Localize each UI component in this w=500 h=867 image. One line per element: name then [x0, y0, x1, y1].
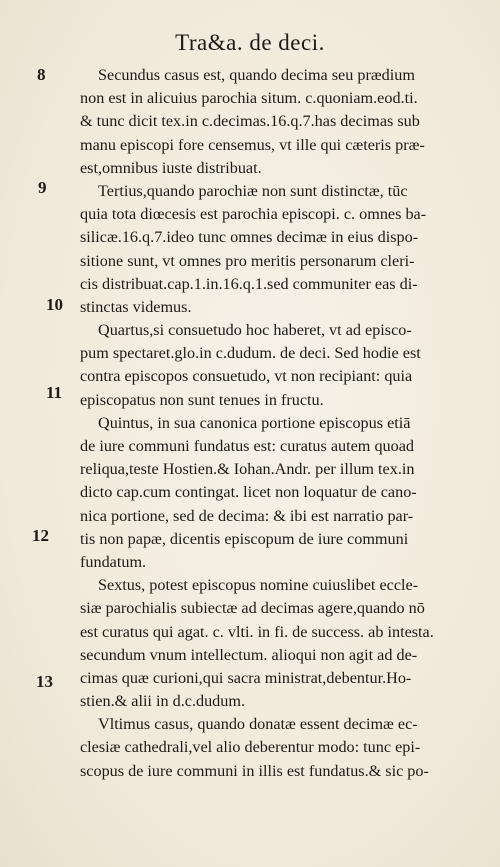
- margin-number-10: 10: [46, 295, 63, 314]
- text-line: Tertius,quando parochiæ non sunt distinctæ, tūc: [98, 181, 408, 200]
- text-line: est curatus qui agat. c. vlti. in fi. de success. ab intesta.: [80, 622, 434, 641]
- text-line: Secundus casus est, quando decima seu prædium: [98, 66, 415, 84]
- text-line: silicæ.16.q.7.ideo tunc omnes decimæ in eius dispo-: [80, 228, 419, 247]
- text-line: stien.& alii in d.c.dudum.: [80, 692, 246, 711]
- text-line: secundum vnum intellectum. alioqui non agit ad de-: [80, 645, 418, 664]
- text-line: manu episcopi fore censemus, vt ille qui cæteris præ-: [80, 135, 425, 154]
- text-line: Vltimus casus, quando donatæ essent decimæ ec-: [98, 715, 418, 734]
- text-line: fundatum.: [80, 552, 147, 571]
- text-line: reliqua,teste Hostien.& Iohan.Andr. per illum tex.in: [80, 460, 415, 479]
- text-line: est,omnibus iuste distribuat.: [80, 158, 262, 177]
- text-line: tis non papæ, dicentis episcopum de iure communi: [80, 529, 409, 548]
- text-line: Quintus, in sua canonica portione episcopus etiā: [98, 413, 411, 432]
- margin-number-12: 12: [32, 526, 49, 545]
- text-line: pum spectaret.glo.in c.dudum. de deci. Sed hodie est: [80, 344, 421, 363]
- margin-number-11: 11: [46, 383, 63, 402]
- text-line: siæ parochialis subiectæ ad decimas agere,quando nō: [80, 599, 425, 618]
- text-line: Quartus,si consuetudo hoc haberet, vt ad episco-: [98, 321, 412, 340]
- text-line: sitione sunt, vt omnes pro meritis personarum cleri-: [80, 251, 415, 270]
- text-line: de iure communi fundatus est: curatus autem quoad: [80, 437, 415, 455]
- body-text: [80, 64, 473, 783]
- text-line: contra episcopos consuetudo, vt non recipiant: quia: [80, 367, 413, 386]
- text-line: & tunc dicit tex.in c.decimas.16.q.7.has decimas sub: [80, 112, 420, 131]
- text-line: quia tota diœcesis est parochia episcopi. c. omnes ba-: [80, 205, 427, 224]
- margin-number-13: 13: [36, 672, 53, 691]
- text-line: stinctas videmus.: [80, 297, 192, 316]
- margin-number-8: 8: [37, 65, 46, 84]
- text-line: non est in alicuius parochia situm. c.quoniam.eod.ti.: [80, 89, 418, 108]
- text-line: scopus de iure communi in illis est fundatus.& sic po-: [80, 761, 429, 780]
- text-line: Sextus, potest episcopus nomine cuiuslibet eccle-: [98, 576, 419, 595]
- text-line: cis distribuat.cap.1.in.16.q.1.sed communiter eas di-: [80, 274, 418, 293]
- text-line: cimas quæ curioni,qui sacra ministrat,debentur.Ho-: [80, 668, 412, 687]
- text-line: clesiæ cathedrali,vel alio deberentur modo: tunc epi-: [80, 738, 421, 757]
- text-line: nica portione, sed de decima: & ibi est narratio par-: [80, 506, 414, 525]
- running-header: Tra&a. de deci.: [175, 30, 325, 55]
- text-line: episcopatus non sunt tenues in fructu.: [80, 390, 324, 409]
- text-line: dicto cap.cum contingat. licet non loquatur de cano-: [80, 483, 417, 502]
- margin-number-9: 9: [38, 178, 47, 197]
